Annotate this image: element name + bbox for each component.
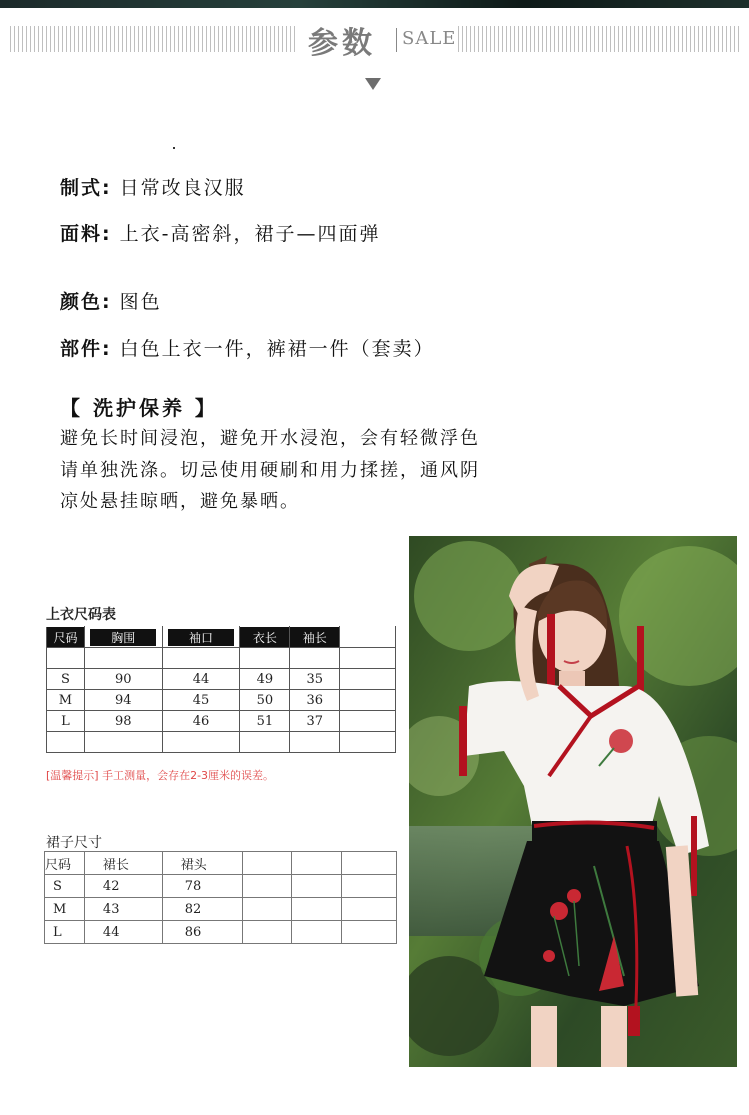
spec-value: 上衣-高密斜，裙子—四面弹 [119,223,381,245]
skirt-size-table-title: 裙子尺寸 [46,835,102,851]
table-header-row [47,627,396,648]
table-cell: 86 [162,921,242,944]
spec-value: 白色上衣一件，裤裙一件（套卖） [119,338,435,360]
top-size-table [46,626,396,753]
table-cell: 78 [162,875,242,898]
table-cell: M [45,898,85,921]
column-header: 裙头 [162,852,242,875]
spec-fabric [60,219,381,246]
table-cell: M [47,690,85,711]
table-row [47,711,396,732]
table-cell: 94 [84,690,162,711]
top-banner-strip [0,0,749,8]
table-cell: 49 [240,669,290,690]
table-row [45,921,397,944]
care-line: 请单独洗涤。切忌使用硬刷和用力揉搓，通风阴 [60,460,480,481]
table-cell: 50 [240,690,290,711]
title-divider [396,28,397,52]
table-row [45,898,397,921]
divider-dot [173,147,175,149]
skirt-size-table [44,851,397,944]
header-stripe-right [458,26,739,52]
table-cell: 37 [290,711,340,732]
table-cell: 90 [84,669,162,690]
spec-label: 制式: [60,177,112,199]
table-cell: 46 [162,711,240,732]
top-size-table-title: 上衣尺码表 [46,607,116,623]
table-row [45,875,397,898]
triangle-down-icon [365,78,381,90]
spec-parts [60,334,435,361]
table-cell: 44 [162,669,240,690]
table-cell: 35 [290,669,340,690]
table-cell: S [45,875,85,898]
table-cell: 51 [240,711,290,732]
table-cell: L [45,921,85,944]
measurement-notice: [温馨提示] 手工测量，会存在2-3厘米的误差。 [46,769,275,782]
table-cell: 45 [162,690,240,711]
spec-style [60,173,246,200]
table-cell: 82 [162,898,242,921]
spec-label: 面料: [60,223,112,245]
table-cell: 36 [290,690,340,711]
table-cell: 98 [84,711,162,732]
care-line: 避免长时间浸泡，避免开水浸泡，会有轻微浮色 [60,428,480,449]
table-header-row [45,852,397,875]
spec-value: 图色 [119,291,162,313]
spec-label: 颜色: [60,291,112,313]
product-model-photo [409,536,737,1067]
care-title: 【 洗护保养 】 [60,396,218,420]
care-line: 凉处悬挂晾晒，避免暴晒。 [60,491,300,512]
table-cell: L [47,711,85,732]
column-header: 袖长 [290,627,340,648]
column-header [340,627,396,648]
header-stripe-left [10,26,297,52]
table-row [47,690,396,711]
table-row [47,648,396,669]
table-cell: 42 [84,875,162,898]
model-photo-illustration [409,536,737,1067]
column-header: 尺码 [45,852,85,875]
column-header: 袖口 [162,627,240,648]
spec-value: 日常改良汉服 [119,177,246,199]
section-title: 参数 [308,26,376,61]
column-header: 胸围 [84,627,162,648]
table-cell: 43 [84,898,162,921]
spec-label: 部件: [60,338,112,360]
table-cell: 44 [84,921,162,944]
table-cell: S [47,669,85,690]
table-row [47,732,396,753]
spec-color [60,287,162,314]
column-header: 裙长 [84,852,162,875]
section-subtitle: SALE [402,28,457,49]
column-header: 尺码 [47,627,85,648]
table-row [47,669,396,690]
column-header: 衣长 [240,627,290,648]
